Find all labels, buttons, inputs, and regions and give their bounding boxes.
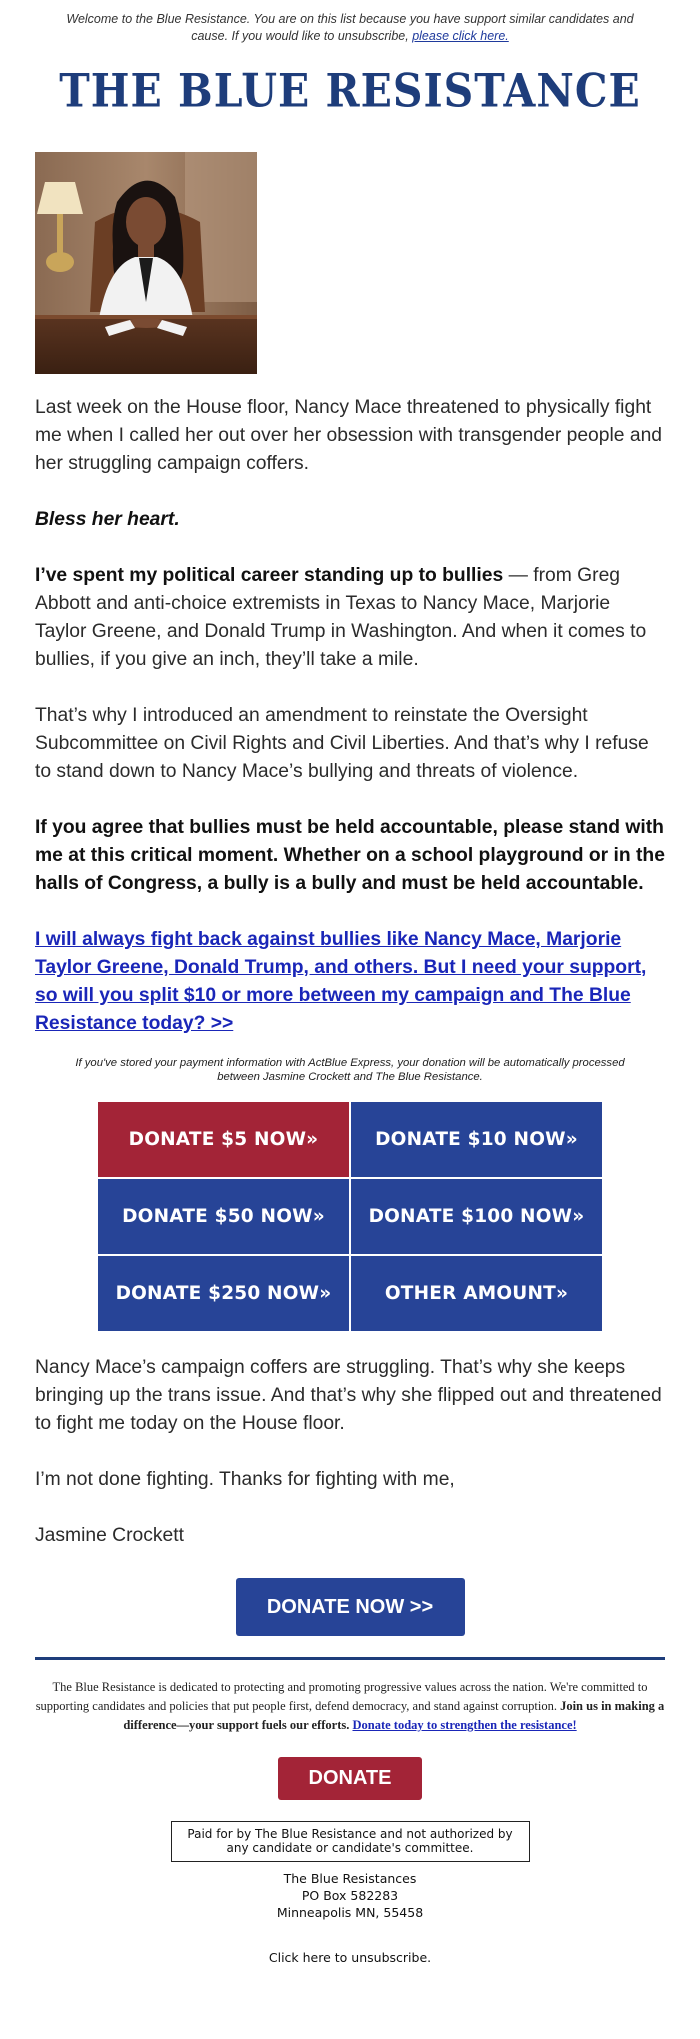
donate-button[interactable]: DONATE xyxy=(278,1757,422,1800)
footer-donate-link[interactable]: Donate today to strengthen the resistance! xyxy=(352,1718,577,1732)
donate-50-button[interactable]: DONATE $50 NOW» xyxy=(97,1178,350,1255)
paid-for-disclaimer: Paid for by The Blue Resistance and not authorized by any candidate or candidate's committee. xyxy=(171,1821,530,1862)
paragraph-2: Bless her heart. xyxy=(35,509,180,530)
paragraph-5: If you agree that bullies must be held accountable, please stand with me at this critical moment. Whether on a school playground or in the halls of Congress, a bully is a bully and must be held accountable. xyxy=(35,817,665,894)
actblue-express-note: If you've stored your payment information with ActBlue Express, your donation will be automatically processed between Jasmine Crockett and The Blue Resistance. xyxy=(75,1057,625,1083)
paragraph-1: Last week on the House floor, Nancy Mace threatened to physically fight me when I called her out over her obsession with transgender people and her struggling campaign coffers. xyxy=(35,397,663,474)
paragraph-3 xyxy=(35,562,665,674)
paragraph-3-bold: I’ve spent my political career standing up to bullies xyxy=(35,565,504,586)
closing-paragraph-2: I’m not done fighting. Thanks for fighting with me, xyxy=(35,1469,455,1490)
address-line-2: PO Box 582283 xyxy=(301,1888,399,1903)
closing-paragraph-1: Nancy Mace’s campaign coffers are struggling. That’s why she keeps bringing up the trans issue. And that’s why she flipped out and threatened to fight me today on the House floor. xyxy=(35,1357,662,1434)
mailing-address xyxy=(0,1870,700,1921)
unsubscribe-link-top[interactable]: please click here. xyxy=(412,29,509,43)
signature: Jasmine Crockett xyxy=(35,1525,184,1546)
preheader-text: Welcome to the Blue Resistance. You are on this list because you have support similar candidates and cause. If you would like to unsubscribe, xyxy=(66,12,634,43)
donate-now-button[interactable]: DONATE NOW >> xyxy=(236,1578,465,1636)
donation-appeal-link[interactable]: I will always fight back against bullies like Nancy Mace, Marjorie Taylor Greene, Donald Trump, and others. But I need your support, so will you split $10 or more between my campaign and The Blue Resistance today? >> xyxy=(35,929,647,1034)
other-amount-button[interactable]: OTHER AMOUNT» xyxy=(350,1255,603,1332)
donate-10-button[interactable]: DONATE $10 NOW» xyxy=(350,1101,603,1178)
donate-button-grid xyxy=(97,1101,603,1332)
footer-strong: Join us in making a difference—your support fuels our efforts. xyxy=(123,1699,665,1732)
preheader xyxy=(0,0,700,45)
address-line-3: Minneapolis MN, 55458 xyxy=(276,1905,424,1920)
paragraph-4: That’s why I introduced an amendment to reinstate the Oversight Subcommittee on Civil Rights and Civil Liberties. And that’s why I refuse to stand down to Nancy Mace’s bullying and threats of violence. xyxy=(35,705,649,782)
donate-250-button[interactable]: DONATE $250 NOW» xyxy=(97,1255,350,1332)
logo: THE BLUE RESISTANCE xyxy=(59,64,641,118)
donate-100-button[interactable]: DONATE $100 NOW» xyxy=(350,1178,603,1255)
closing-body xyxy=(0,1354,700,1550)
address-line-1: The Blue Resistances xyxy=(283,1871,417,1886)
portrait-icon xyxy=(35,152,257,374)
portrait-photo xyxy=(35,152,257,374)
divider xyxy=(35,1657,665,1660)
donate-5-button[interactable]: DONATE $5 NOW» xyxy=(97,1101,350,1178)
message-body xyxy=(0,394,700,1038)
unsubscribe-link[interactable]: Click here to unsubscribe. xyxy=(268,1950,432,1965)
footer-text xyxy=(0,1678,700,1735)
paragraph-3-rest: — from Greg Abbott and anti-choice extremists in Texas to Nancy Mace, Marjorie Taylor Greene, and Donald Trump in Washington. And when it comes to bullies, if you give an inch, they’ll take a mile. xyxy=(35,565,647,670)
footer-description: The Blue Resistance is dedicated to protecting and promoting progressive values across the nation. We're committed to supporting candidates and policies that put people first, defend democracy, and stand against corruption. xyxy=(35,1680,648,1713)
